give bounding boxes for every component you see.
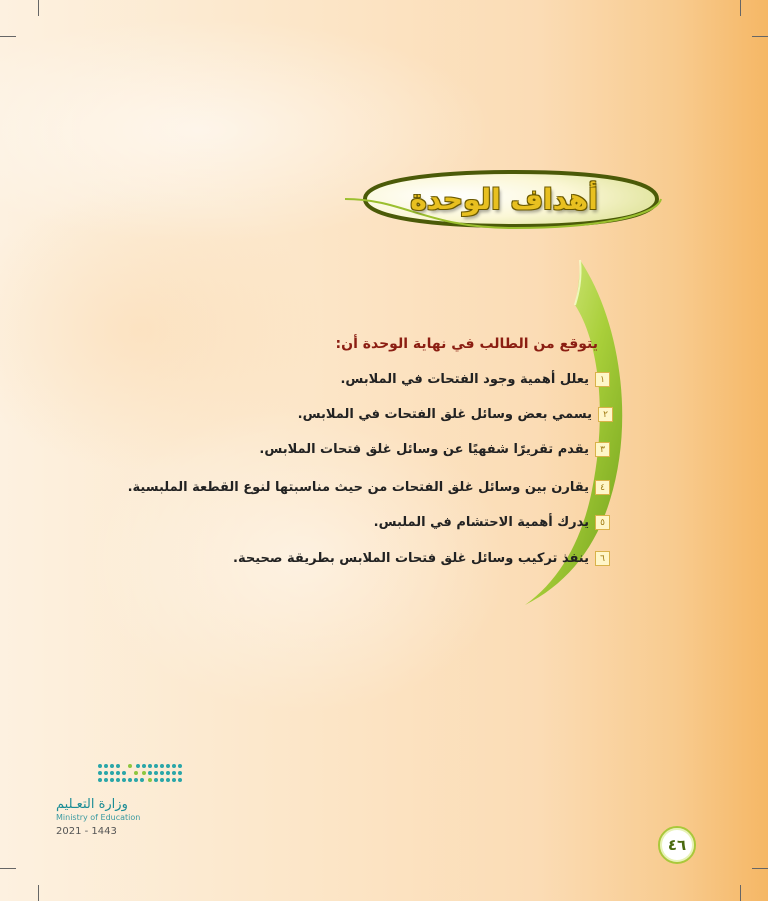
crop-mark-bottom-right-h [752, 868, 768, 869]
title-banner [345, 168, 663, 230]
edition-year: 2021 - 1443 [56, 826, 117, 837]
crop-mark-bottom-left-h [0, 868, 16, 869]
objective-number: ٣ [595, 442, 610, 457]
objective-text: يعلل أهمية وجود الفتحات في الملابس. [340, 372, 589, 387]
ministry-name-english: Ministry of Education [56, 813, 141, 822]
crop-mark-top-left-h [0, 36, 16, 37]
objective-text: ينفذ تركيب وسائل غلق فتحات الملابس بطريقة صحيحة. [233, 551, 589, 566]
objective-text: يدرك أهمية الاحتشام في الملبس. [373, 515, 589, 530]
page-number: ٤٦ [658, 826, 696, 864]
objective-item [298, 407, 613, 422]
crop-mark-bottom-left [38, 885, 39, 901]
crop-mark-top-right [740, 0, 741, 16]
ministry-logo-icon [56, 760, 186, 794]
objective-number: ٢ [598, 407, 613, 422]
objective-item [259, 442, 610, 457]
objective-item [374, 515, 610, 530]
objective-text: يقدم تقريرًا شفهيًا عن وسائل غلق فتحات الملابس. [259, 442, 589, 457]
objective-item [233, 551, 610, 566]
objective-item [128, 480, 610, 495]
objective-item [340, 372, 610, 387]
ministry-name-arabic: وزارة التعـليم [56, 797, 128, 812]
objective-number: ٦ [595, 551, 610, 566]
objective-text: يقارن بين وسائل غلق الفتحات من حيث مناسبتها لنوع القطعة الملبسية. [127, 480, 589, 495]
objectives-intro: يتوقع من الطالب في نهاية الوحدة أن: [335, 336, 598, 352]
crop-mark-bottom-right [740, 885, 741, 901]
page-title: أهداف الوحدة [410, 182, 598, 216]
objective-number: ٥ [595, 515, 610, 530]
crop-mark-top-right-h [752, 36, 768, 37]
objective-text: يسمي بعض وسائل غلق الفتحات في الملابس. [297, 407, 592, 422]
objective-number: ٤ [595, 480, 610, 495]
crop-mark-top-left [38, 0, 39, 16]
objective-number: ١ [595, 372, 610, 387]
